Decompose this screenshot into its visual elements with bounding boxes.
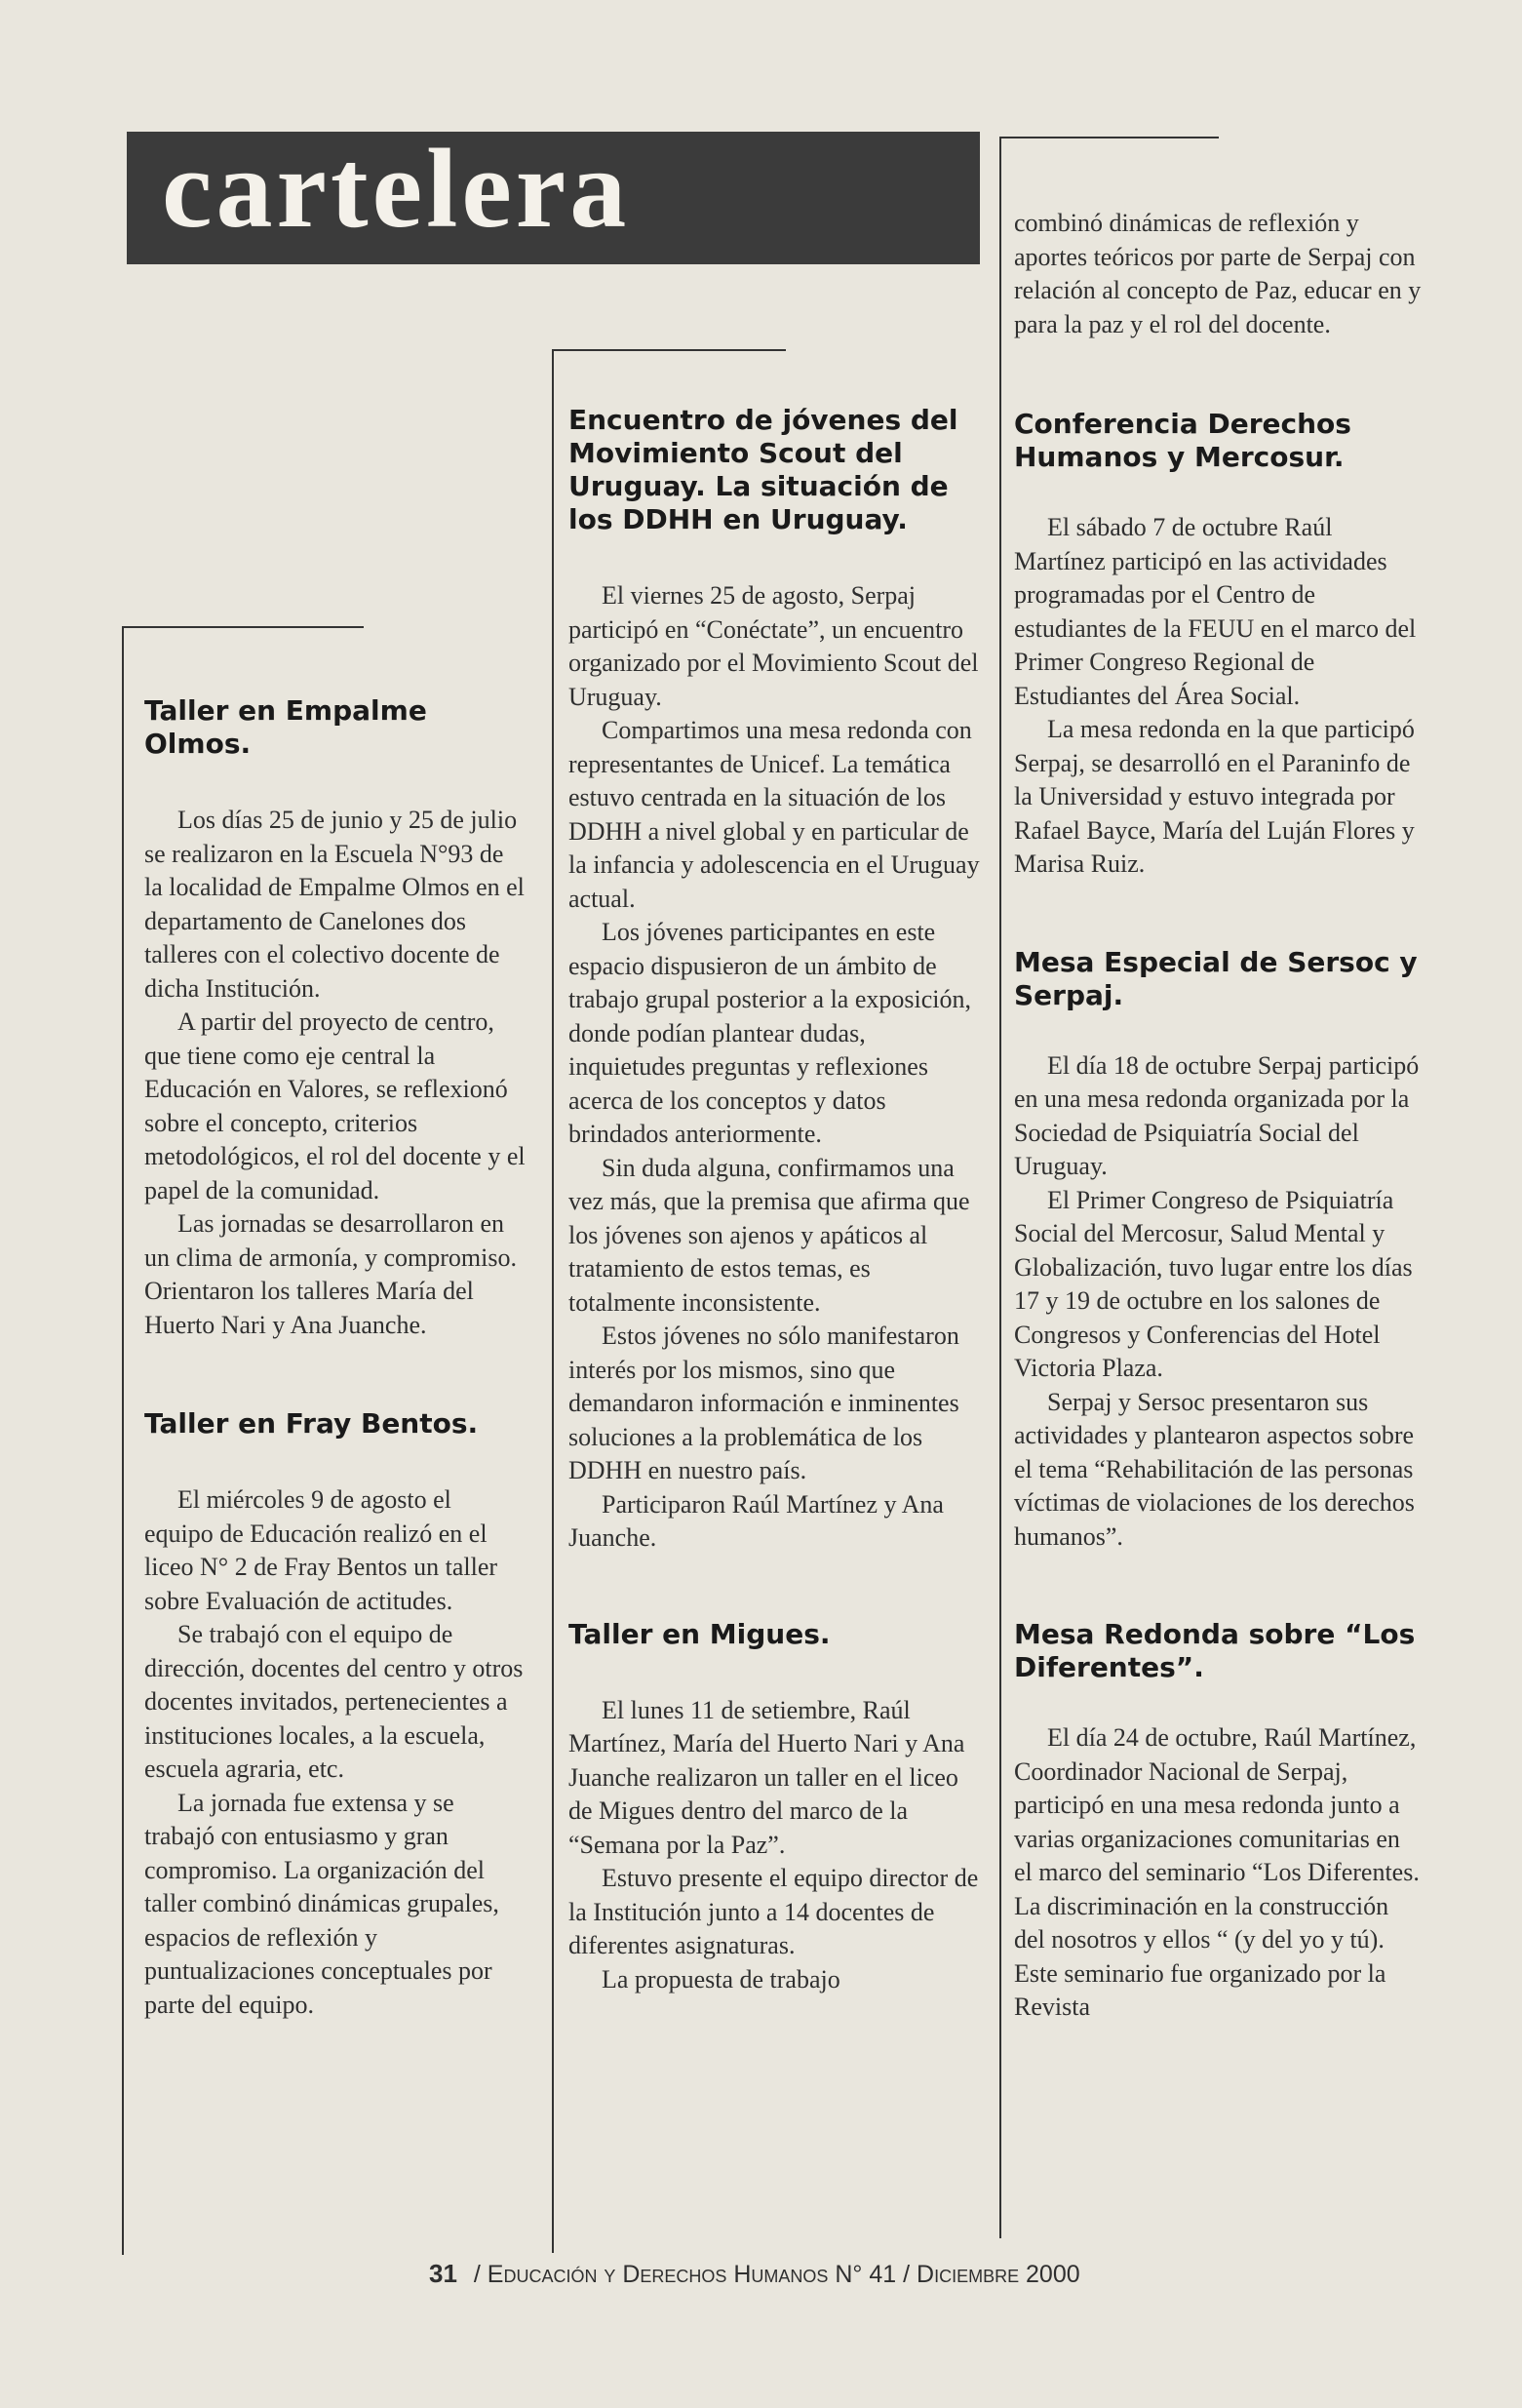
paragraph: La jornada fue extensa y se trabajó con entusiasmo y gran compromiso. La organización del taller combinó dinámicas grupales, espacios de reflexión y puntualizaciones conceptuales por parte del equipo. bbox=[144, 1788, 499, 2019]
paragraph: El miércoles 9 de agosto el equipo de Educación realizó en el liceo N° 2 de Fray Bentos un taller sobre Evaluación de actitudes. bbox=[144, 1485, 498, 1615]
paragraph: La mesa redonda en la que participó Serpaj, se desarrolló en el Paraninfo de la Universidad y estuvo integrada por Rafael Bayce, María del Luján Flores y Marisa Ruiz. bbox=[1014, 715, 1415, 878]
heading-taller-migues: Taller en Migues. bbox=[568, 1617, 831, 1650]
column-2 bbox=[568, 404, 983, 1996]
page-number: 31 bbox=[429, 2259, 457, 2288]
paragraph: Estuvo presente el equipo director de la Institución junto a 14 docentes de diferentes asignaturas. bbox=[568, 1864, 979, 1959]
col2-left-rule bbox=[552, 349, 554, 2253]
column-1 bbox=[144, 694, 527, 2022]
col2-top-rule bbox=[552, 349, 786, 351]
paragraph: Estos jóvenes no sólo manifestaron interés por los mismos, sino que demandaron información e inminentes soluciones a la problemática de los DDHH en nuestro país. bbox=[568, 1322, 959, 1484]
column-3 bbox=[1014, 207, 1424, 2025]
page-footer bbox=[429, 2259, 1080, 2289]
paragraph: El día 18 de octubre Serpaj participó en una mesa redonda organizada por la Sociedad de Psiquiatría Social del Uruguay. bbox=[1014, 1050, 1420, 1180]
paragraph: Sin duda alguna, confirmamos una vez más, que la premisa que afirma que los jóvenes son ajenos y apáticos al tratamiento de estos temas, es totalmente inconsistente. bbox=[568, 1153, 970, 1317]
paragraph: Los días 25 de junio y 25 de julio se realizaron en la Escuela N°93 de la localidad de Empalme Olmos en el departamento de Canelones dos talleres con el colectivo docente de dicha Institución. bbox=[144, 806, 525, 1003]
footer-separator: / bbox=[473, 2261, 481, 2288]
col3-left-rule bbox=[999, 137, 1001, 2238]
col1-left-rule bbox=[122, 626, 124, 2255]
section-banner bbox=[127, 127, 980, 264]
paragraph: A partir del proyecto de centro, que tiene como eje central la Educación en Valores, se reflexionó sobre el concepto, criterios metodológicos, el rol del docente y el papel de la comunidad. bbox=[144, 1007, 526, 1204]
paragraph: Compartimos una mesa redonda con representantes de Unicef. La temática estuvo centrada en la situación de los DDHH a nivel global y en particular de la infancia y adolescencia en el Uruguay actual. bbox=[568, 716, 980, 913]
paragraph: Serpaj y Sersoc presentaron sus actividades y plantearon aspectos sobre el tema “Rehabilitación de las personas víctimas de violaciones de los derechos humanos”. bbox=[1014, 1387, 1415, 1551]
col3-top-rule bbox=[999, 137, 1219, 138]
paragraph: El viernes 25 de agosto, Serpaj participó en “Conéctate”, un encuentro organizado por el Movimiento Scout del Uruguay. bbox=[568, 581, 979, 711]
heading-taller-empalme-olmos: Taller en Empalme Olmos. bbox=[144, 694, 427, 760]
paragraph: Las jornadas se desarrollaron en un clima de armonía, y compromiso. Orientaron los talleres María del Huerto Nari y Ana Juanche. bbox=[144, 1209, 517, 1339]
paragraph: La propuesta de trabajo bbox=[602, 1964, 840, 1994]
heading-mesa-especial-sersoc: Mesa Especial de Sersoc y Serpaj. bbox=[1014, 945, 1418, 1011]
heading-conferencia-mercosur: Conferencia Derechos Humanos y Mercosur. bbox=[1014, 408, 1351, 473]
paragraph: El día 24 de octubre, Raúl Martínez, Coordinador Nacional de Serpaj, participó en una mesa redonda junto a varias organizaciones comunitarias en el marco del seminario “Los Diferentes. La discriminación en la construcción del nosotros y ellos “ (y del yo y tú). Este seminario fue organizado por la Revista bbox=[1014, 1723, 1420, 2021]
col1-top-rule bbox=[122, 626, 364, 628]
paragraph: Se trabajó con el equipo de dirección, docentes del centro y otros docentes invitados, pertenecientes a instituciones locales, a la escuela, escuela agraria, etc. bbox=[144, 1620, 524, 1783]
paragraph: El sábado 7 de octubre Raúl Martínez participó en las actividades programadas por el Centro de estudiantes de la FEUU en el marco del Primer Congreso Regional de Estudiantes del Área Social. bbox=[1014, 513, 1417, 710]
heading-taller-fray-bentos: Taller en Fray Bentos. bbox=[144, 1407, 479, 1440]
paragraph: El lunes 11 de setiembre, Raúl Martínez, María del Huerto Nari y Ana Juanche realizaron un taller en el liceo de Migues dentro del marco de la “Semana por la Paz”. bbox=[568, 1695, 965, 1859]
paragraph: Participaron Raúl Martínez y Ana Juanche. bbox=[568, 1489, 944, 1552]
paragraph: combinó dinámicas de reflexión y aportes teóricos por parte de Serpaj con relación al concepto de Paz, educar en y para la paz y el rol del docente. bbox=[1014, 209, 1422, 338]
publication-info: Educación y Derechos Humanos N° 41 / Diciembre 2000 bbox=[487, 2261, 1080, 2288]
section-title: cartelera bbox=[162, 127, 631, 252]
paragraph: El Primer Congreso de Psiquiatría Social del Mercosur, Salud Mental y Globalización, tuvo lugar entre los días 17 y 19 de octubre en los salones de Congresos y Conferencias del Hotel Victoria Plaza. bbox=[1014, 1185, 1413, 1382]
heading-encuentro-scout: Encuentro de jóvenes del Movimiento Scout del Uruguay. La situación de los DDHH en Uruguay. bbox=[568, 404, 958, 535]
heading-mesa-redonda-diferentes: Mesa Redonda sobre “Los Diferentes”. bbox=[1014, 1618, 1416, 1683]
paragraph: Los jóvenes participantes en este espacio dispusieron de un ámbito de trabajo grupal posterior a la exposición, donde podían plantear dudas, inquietudes preguntas y reflexiones acerca de los conceptos y datos brindados anteriormente. bbox=[568, 918, 971, 1148]
